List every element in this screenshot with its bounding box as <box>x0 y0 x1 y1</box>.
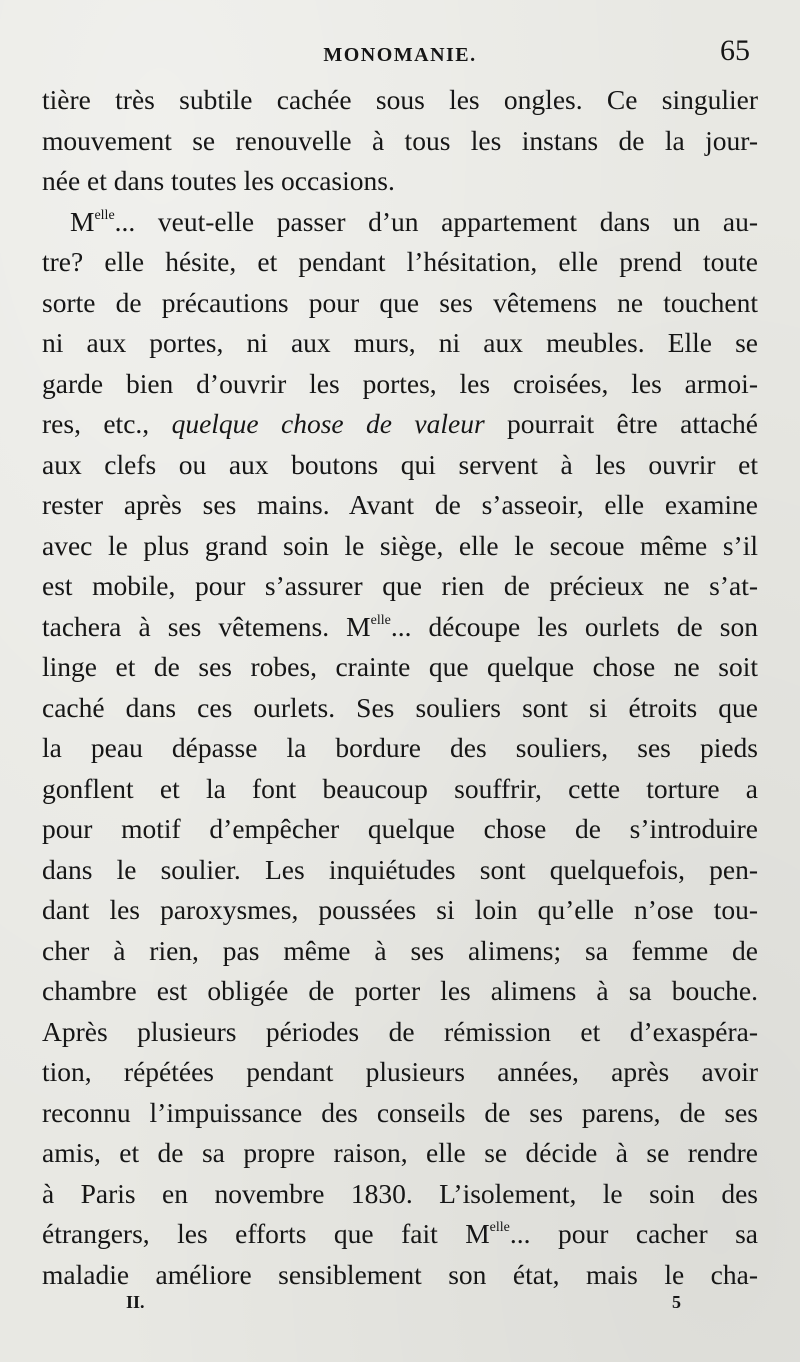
text-line: linge et de ses robes, crainte que quelque chose ne soit <box>42 651 758 682</box>
text-line: tachera à ses vêtemens. $M^{elle}$... découpe les ourlets de son <box>42 610 758 642</box>
text-line: avec le plus grand soin le siège, elle le secoue même s’il <box>42 529 758 561</box>
text-line: chambre est obligée de porter les alimens à sa bouche. <box>42 975 758 1006</box>
text-line: la peau dépasse la bordure des souliers, ses pieds <box>42 732 758 763</box>
superscript-abbreviation: elle <box>94 207 115 223</box>
text-line: rester après ses mains. Avant de s’asseoir, elle examine <box>42 489 758 520</box>
text-line: maladie améliore sensiblement son état, mais le cha- <box>42 1258 758 1290</box>
text-line: reconnu l’impuissance des conseils de ses parens, de ses <box>42 1096 758 1128</box>
running-title: MONOMANIE. <box>323 44 477 66</box>
text-line: garde bien d’ouvrir les portes, les croisées, les armoi- <box>42 367 758 399</box>
text-line: sorte de précautions pour que ses vêtemens ne touchent <box>42 286 758 318</box>
volume-signature: II. <box>126 1292 145 1312</box>
text-line: née et dans toutes les occasions. <box>42 165 395 196</box>
text-line: dans le soulier. Les inquiétudes sont quelquefois, pen- <box>42 853 758 885</box>
superscript-abbreviation: elle <box>489 1220 510 1235</box>
gathering-signature: 5 <box>672 1292 681 1312</box>
text-line: est mobile, pour s’assurer que rien de précieux ne s’at- <box>42 570 758 601</box>
text-line: mouvement se renouvelle à tous les instans de la jour- <box>42 124 758 156</box>
text-line: amis, et de sa propre raison, elle se décide à se rendre <box>42 1137 758 1168</box>
text-line: pour motif d’empêcher quelque chose de s’introduire <box>42 813 758 844</box>
page-footer <box>0 1292 800 1322</box>
text-line: aux clefs ou aux boutons qui servent à les ouvrir et <box>42 448 758 480</box>
text-line: res, etc., quelque chose de valeur pourrait être attaché <box>42 408 758 439</box>
text-line: étrangers, les efforts que fait $M^{elle}$... pour cacher sa <box>42 1218 758 1249</box>
text-line: tre? elle hésite, et pendant l’hésitation, elle prend toute <box>42 246 758 277</box>
italic-phrase: quelque chose de valeur <box>171 408 485 439</box>
running-head <box>0 34 800 74</box>
text-line: Après plusieurs périodes de rémission et d’exaspéra- <box>42 1015 758 1047</box>
text-line: caché dans ces ourlets. Ses souliers sont si étroits que <box>42 691 758 723</box>
text-line: tière très subtile cachée sous les ongles. Ce singulier <box>42 84 758 115</box>
paragraph-first-line: $M^{elle}$... veut-elle passer d’un appartement dans un au- <box>70 205 758 237</box>
page-number: 65 <box>720 34 750 67</box>
text-line: cher à rien, pas même à ses alimens; sa femme de <box>42 934 758 966</box>
superscript-abbreviation: elle <box>370 612 391 628</box>
text-line: ni aux portes, ni aux murs, ni aux meubles. Elle se <box>42 327 758 358</box>
text-line: tion, répétées pendant plusieurs années, après avoir <box>42 1056 758 1087</box>
text-line: dant les paroxysmes, poussées si loin qu’elle n’ose tou- <box>42 894 758 925</box>
body-text <box>42 80 758 1295</box>
text-line: gonflent et la font beaucoup souffrir, cette torture a <box>42 772 758 804</box>
text-line: à Paris en novembre 1830. L’isolement, le soin des <box>42 1177 758 1209</box>
